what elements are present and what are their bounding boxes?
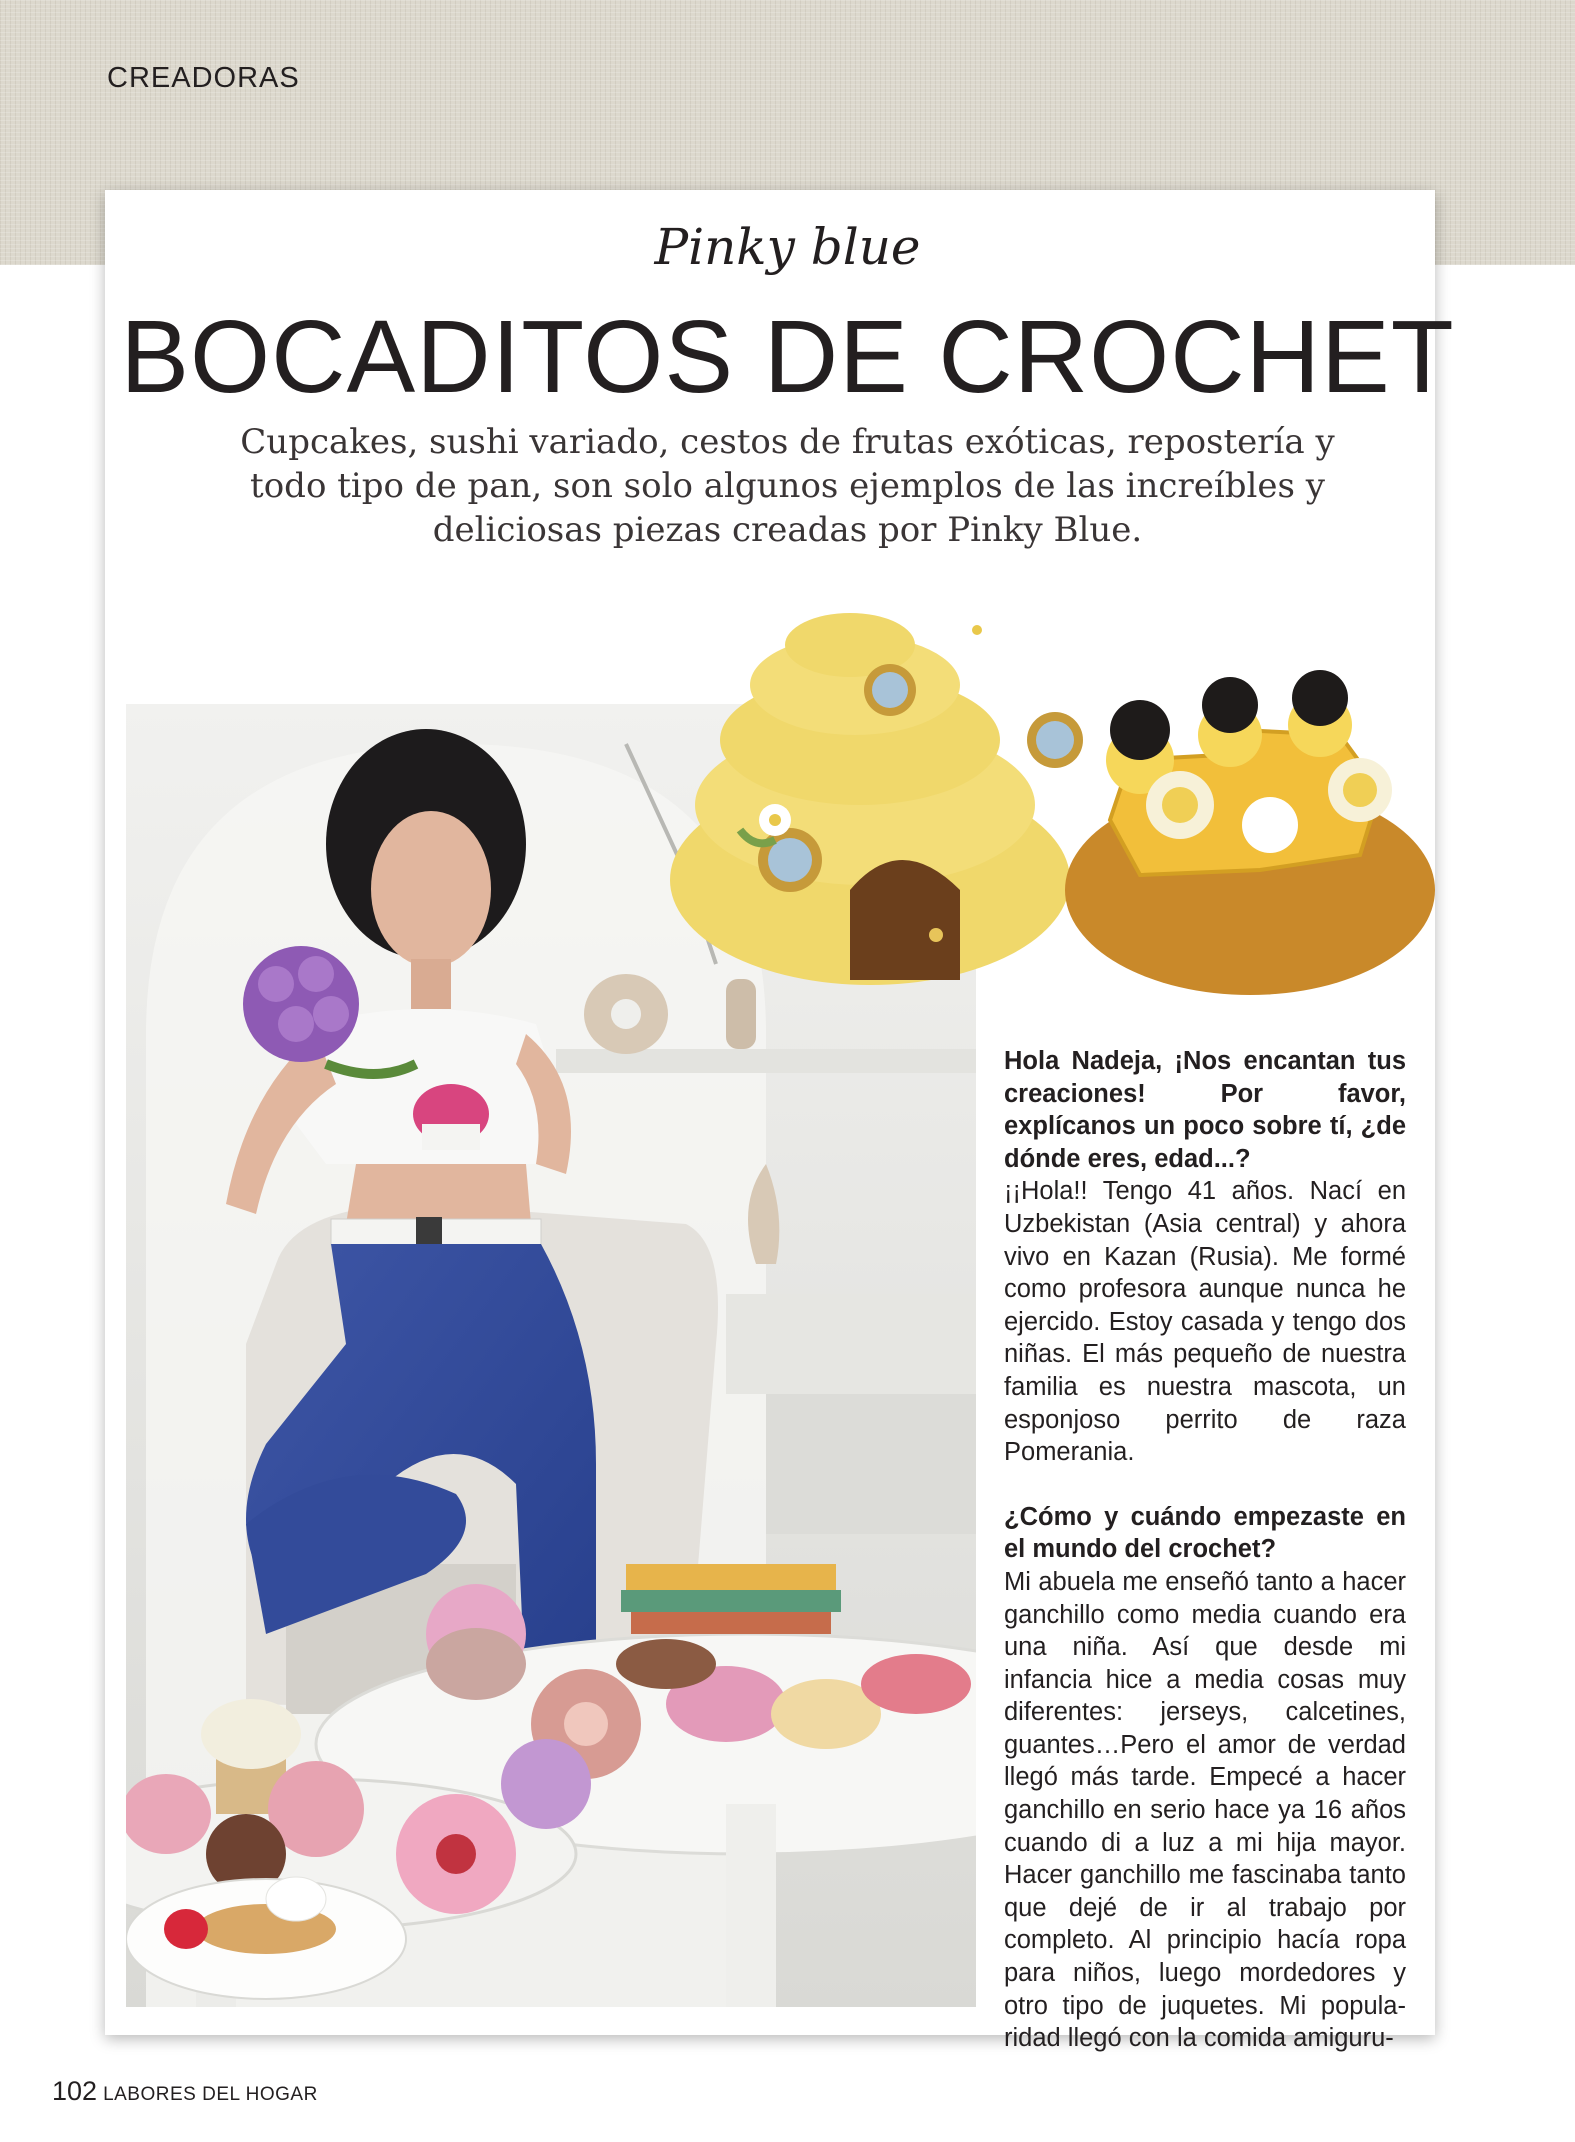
article-title: BOCADITOS DE CROCHET <box>120 299 1455 414</box>
page-number: 102 <box>52 2076 98 2106</box>
page-footer <box>52 2076 318 2107</box>
photo-crochet-beehive <box>660 590 1435 1010</box>
interview-answer: Mi abuela me enseñó tanto a hacer ganchillo como media cuando era una niña. Así que desde mi infancia hice a media cosas muy diferentes: jerseys, calcetines, guantes…Pero el amor de verdad llegó más tarde. Empecé a hacer ganchillo en serio hace ya 16 años cuando di a luz a mi hija mayor. Hacer ganchillo me fascinaba tanto que dejé de ir al trabajo por completo. Al principio hacía ropa para niños, luego mordedores y otro tipo de juquetes. Mi popularidad llegó con la comida amiguru- <box>1004 1567 1406 2053</box>
section-label: CREADORAS <box>107 62 300 94</box>
article-body <box>1004 1045 1406 2087</box>
interview-question: Hola Nadeja, ¡Nos encantan tus creaciones! Por favor, explícanos un poco sobre tí, ¿de dónde eres, edad...? <box>1004 1047 1406 1173</box>
interview-question: ¿Cómo y cuándo empezaste en el mundo del crochet? <box>1004 1502 1406 1564</box>
article-lede: Cupcakes, sushi variado, cestos de frutas exóticas, repostería y todo tipo de pan, son solo algunos ejemplos de las increíbles y deliciosas piezas creadas por Pinky Blue. <box>240 422 1335 550</box>
article-kicker: Pinky blue <box>654 218 921 276</box>
interview-answer: ¡¡Hola!! Tengo 41 años. Nací en Uzbekistan (Asia central) y ahora vivo en Kazan (Rusia). Me formé como profesora aunque nunca he ejercido. Estoy casada y tengo dos niñas. El más pequeño de nuestra familia es nuestra mascota, un esponjoso perrito de raza Pomerania. <box>1004 1177 1406 1467</box>
magazine-name: LABORES DEL HOGAR <box>103 2084 318 2105</box>
